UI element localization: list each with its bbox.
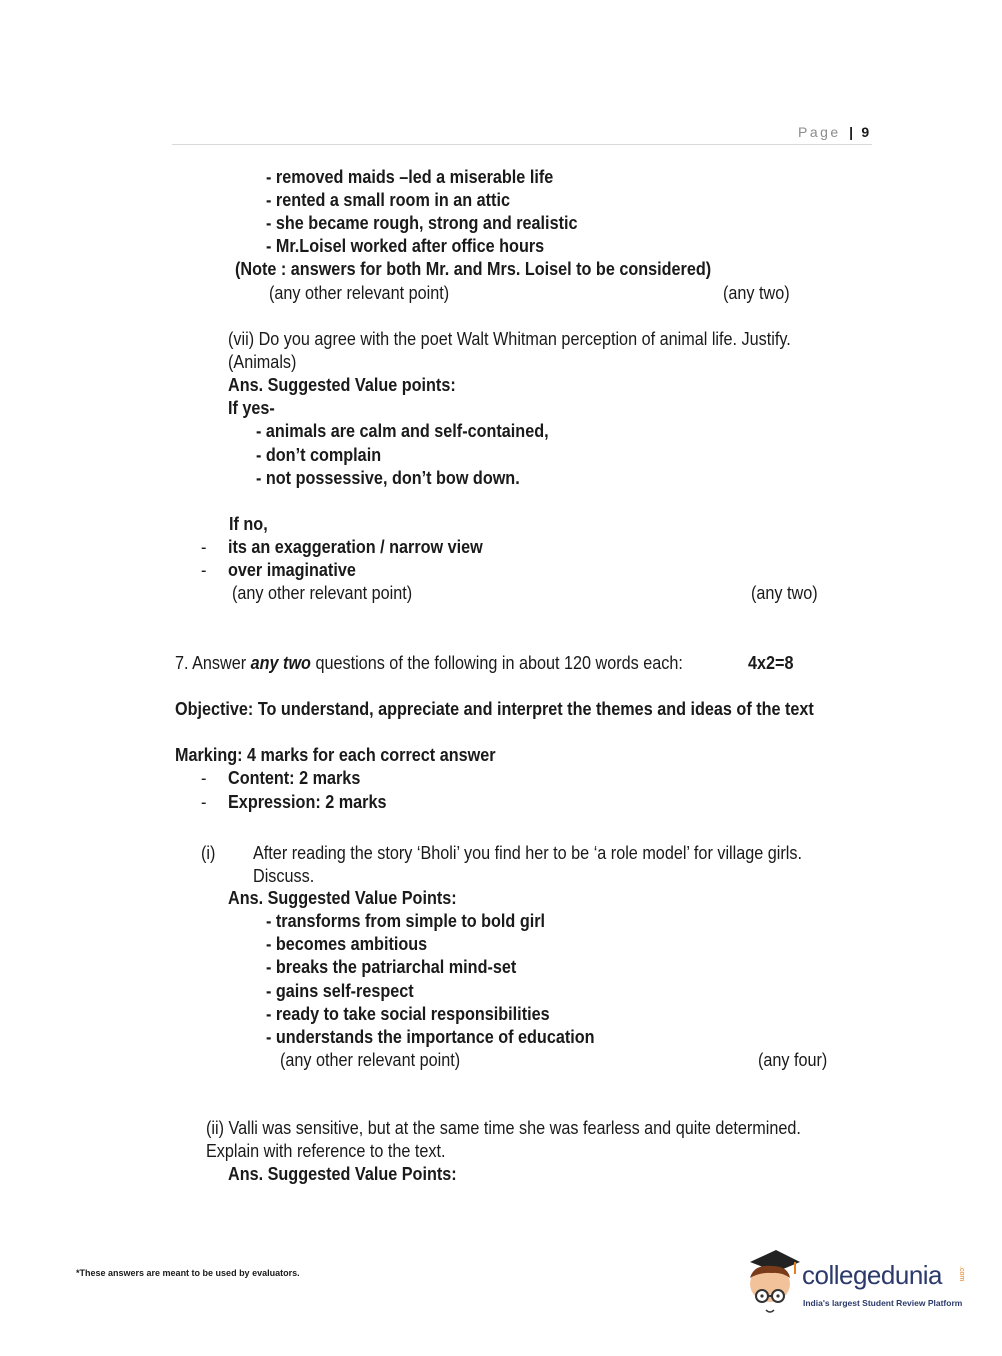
list-item: - Mr.Loisel worked after office hours xyxy=(266,236,545,256)
objective-text: Objective: To understand, appreciate and interpret the themes and ideas of the text xyxy=(175,699,814,719)
list-item: - don’t complain xyxy=(256,445,382,465)
list-item: - rented a small room in an attic xyxy=(266,190,510,210)
header-divider xyxy=(172,144,872,145)
list-item: - removed maids –led a miserable life xyxy=(266,167,554,187)
marking-text: Marking: 4 marks for each correct answer xyxy=(175,745,496,765)
list-item: Expression: 2 marks xyxy=(228,792,387,812)
question-7-emphasis: any two xyxy=(250,653,311,673)
page-label: Page xyxy=(798,124,841,140)
logo-name: collegedunia xyxy=(802,1260,943,1290)
list-item: - animals are calm and self-contained, xyxy=(256,421,549,441)
any-other-point: (any other relevant point) xyxy=(232,583,413,603)
logo-tagline: India's largest Student Review Platform xyxy=(803,1298,963,1308)
logo-suffix: .com xyxy=(958,1266,965,1282)
list-item: - ready to take social responsibilities xyxy=(266,1004,550,1024)
question-7-rest: questions of the following in about 120 words each: xyxy=(310,653,683,673)
list-item: - understands the importance of education xyxy=(266,1027,595,1047)
question-text: Discuss. xyxy=(253,866,315,886)
any-count: (any two) xyxy=(751,583,818,603)
question-text: (Animals) xyxy=(228,352,297,372)
list-item: over imaginative xyxy=(228,560,356,580)
if-no-label: If no, xyxy=(229,514,268,534)
page-separator: | xyxy=(849,124,854,140)
question-text: (ii) Valli was sensitive, but at the same time she was fearless and quite determined. xyxy=(206,1118,801,1138)
list-item: its an exaggeration / narrow view xyxy=(228,537,483,557)
list-item: - transforms from simple to bold girl xyxy=(266,911,546,931)
bullet-dash: - xyxy=(201,537,207,557)
question-text: Explain with reference to the text. xyxy=(206,1141,446,1161)
mascot-icon xyxy=(742,1248,804,1318)
any-count: (any four) xyxy=(758,1050,828,1070)
any-other-point: (any other relevant point) xyxy=(280,1050,461,1070)
question-7-instruction xyxy=(175,652,683,675)
list-item: - breaks the patriarchal mind-set xyxy=(266,957,517,977)
question-number: (i) xyxy=(201,843,216,863)
note-text: (Note : answers for both Mr. and Mrs. Loisel to be considered) xyxy=(235,259,712,279)
question-7-marks: 4x2=8 xyxy=(748,653,794,673)
list-item: - not possessive, don’t bow down. xyxy=(256,468,520,488)
bullet-dash: - xyxy=(201,768,207,788)
answer-heading: Ans. Suggested Value Points: xyxy=(228,1164,457,1184)
list-item: - gains self-respect xyxy=(266,981,414,1001)
any-other-point: (any other relevant point) xyxy=(269,283,450,303)
bullet-dash: - xyxy=(201,792,207,812)
list-item: - she became rough, strong and realistic xyxy=(266,213,578,233)
any-count: (any two) xyxy=(723,283,790,303)
page-number xyxy=(798,124,869,140)
answer-heading: Ans. Suggested Value points: xyxy=(228,375,456,395)
list-item: Content: 2 marks xyxy=(228,768,361,788)
footer-note: *These answers are meant to be used by evaluators. xyxy=(76,1268,300,1278)
question-text: After reading the story ‘Bholi’ you find her to be ‘a role model’ for village girls. xyxy=(253,843,802,863)
question-7-prefix: 7. Answer xyxy=(175,653,251,673)
question-text: (vii) Do you agree with the poet Walt Whitman perception of animal life. Justify. xyxy=(228,329,791,349)
if-yes-label: If yes- xyxy=(228,398,275,418)
collegedunia-logo xyxy=(742,1248,972,1318)
page-number-value: 9 xyxy=(861,124,870,140)
bullet-dash: - xyxy=(201,560,207,580)
answer-heading: Ans. Suggested Value Points: xyxy=(228,888,457,908)
list-item: - becomes ambitious xyxy=(266,934,428,954)
